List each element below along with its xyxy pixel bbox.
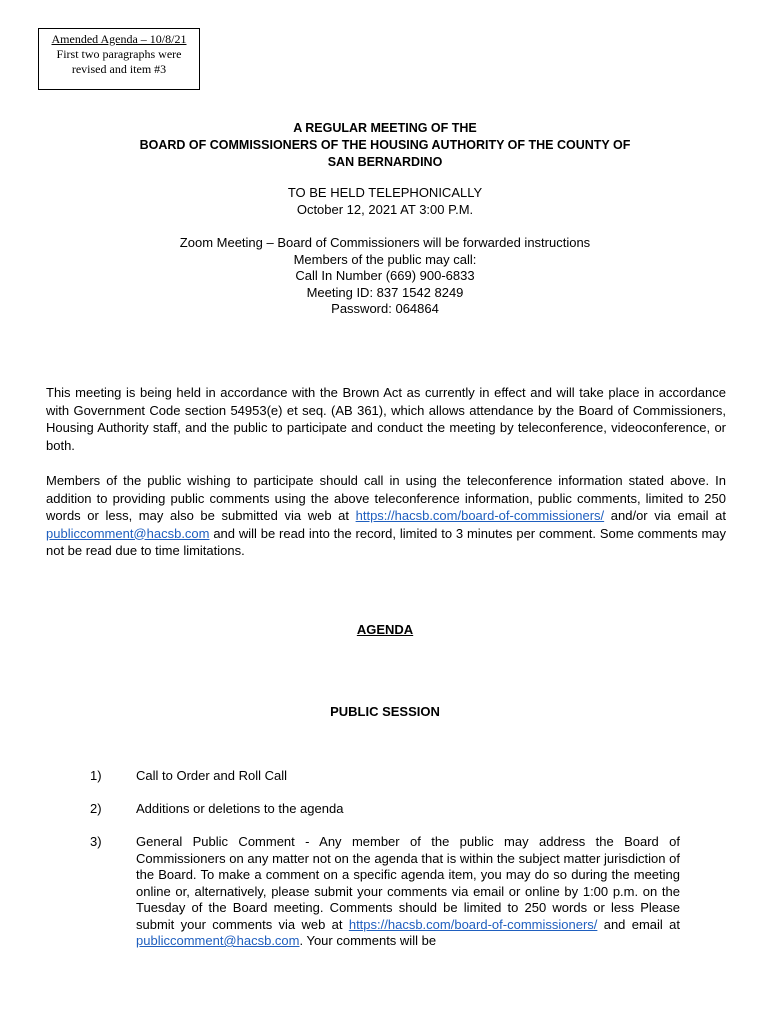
board-web-link-item3[interactable]: https://hacsb.com/board-of-commissioners/ bbox=[348, 916, 598, 932]
title-line-1: A REGULAR MEETING OF THE bbox=[293, 121, 477, 135]
title-line-2: BOARD OF COMMISSIONERS OF THE HOUSING AUTHORITY OF THE COUNTY OF bbox=[139, 138, 631, 152]
agenda-item-number: 1) bbox=[90, 768, 102, 783]
public-comment-text-a: Members of the public wishing to participate should call in using the teleconference information stated above. In addition to providing public comments using the above teleconference information, public comments, limited to 250 words or less, may also be submitted via web at bbox=[46, 473, 726, 523]
agenda-item-text: Call to Order and Roll Call bbox=[136, 768, 288, 783]
zoom-line: Zoom Meeting – Board of Commissioners will be forwarded instructions bbox=[179, 235, 591, 250]
public-comment-text-b: and/or via email at bbox=[604, 508, 726, 523]
meeting-date: October 12, 2021 AT 3:00 P.M. bbox=[296, 201, 474, 217]
document-title bbox=[60, 120, 710, 171]
board-web-link[interactable]: https://hacsb.com/board-of-commissioners/ bbox=[355, 508, 605, 523]
agenda-item-number: 3) bbox=[90, 834, 102, 849]
public-comment-paragraph bbox=[46, 472, 726, 560]
brown-act-paragraph: This meeting is being held in accordance with the Brown Act as currently in effect and will take place in accordance with Government Code section 54953(e) et seq. (AB 361), which allows attendance by the Board of Commissioners, Housing Authority staff, and the public to participate and conduct the meeting by teleconference, videoconference, or both. bbox=[46, 385, 726, 453]
zoom-info-block bbox=[60, 235, 710, 318]
meeting-password: Password: 064864 bbox=[331, 301, 439, 316]
amendment-notice-box bbox=[38, 28, 200, 90]
agenda-item-text bbox=[136, 834, 680, 950]
meeting-id: Meeting ID: 837 1542 8249 bbox=[306, 284, 464, 300]
public-comment-text-c: and will be read into the record, limited to 3 minutes per comment. Some comments may not be read due to time limitations. bbox=[46, 525, 726, 558]
amendment-date: Amended Agenda – 10/8/21 bbox=[51, 32, 187, 46]
general-comment-text-b: and email at bbox=[597, 916, 680, 932]
meeting-format: TO BE HELD TELEPHONICALLY bbox=[287, 185, 483, 200]
general-comment-text-c: . Your comments will be bbox=[299, 933, 437, 948]
public-call-line: Members of the public may call: bbox=[293, 251, 477, 267]
agenda-item-text: Additions or deletions to the agenda bbox=[136, 801, 344, 816]
amendment-note-line-1: First two paragraphs were bbox=[56, 47, 182, 61]
agenda-heading: AGENDA bbox=[356, 622, 414, 637]
amendment-note-line-2: revised and item #3 bbox=[71, 62, 167, 76]
public-comment-email-link[interactable]: publiccomment@hacsb.com bbox=[46, 525, 210, 541]
meeting-time-block bbox=[60, 185, 710, 218]
general-comment-text-a: General Public Comment - Any member of the public may address the Board of Commissioners on any matter not on the agenda that is within the subject matter jurisdiction of the Board. To make a comment on a specific agenda item, you may do so during the meeting online or, alternatively, please submit your comments via email or online by 1:00 p.m. on the Tuesday of the Board meeting. Comments should be limited to 250 words or less Please submit your comments via web at bbox=[136, 834, 680, 932]
title-line-3: SAN BERNARDINO bbox=[327, 155, 443, 169]
public-comment-email-link-item3[interactable]: publiccomment@hacsb.com bbox=[136, 933, 300, 948]
call-in-number: Call In Number (669) 900-6833 bbox=[295, 268, 475, 283]
agenda-item-number: 2) bbox=[90, 801, 102, 816]
public-session-heading: PUBLIC SESSION bbox=[330, 704, 440, 719]
